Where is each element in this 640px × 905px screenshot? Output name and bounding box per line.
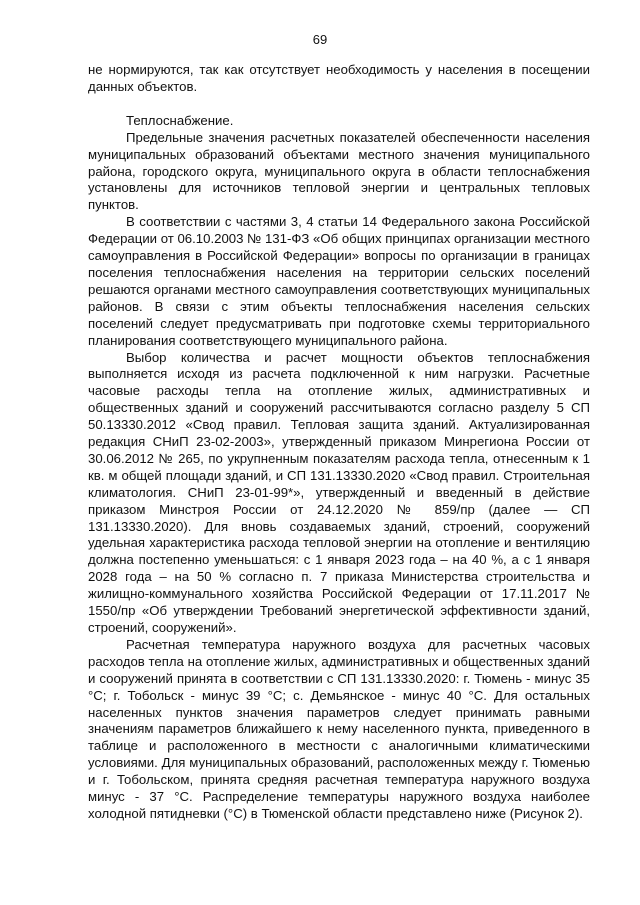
page-number: 69: [312, 32, 328, 47]
paragraph: Выбор количества и расчет мощности объектов теплоснабжения выполняется исходя из расчета подключенной к ним нагрузки. Расчетные часовые расходы тепла на отопление жилых, административных и общественных зданий и сооружений рассчитываются согласно разделу 5 СП 50.13330.2012 «Свод правил. Тепловая защита зданий. Актуализированная редакция СНиП 23-02-2003», утвержденный приказом Минрегиона России от 30.06.2012 № 265, по укрупненным показателям расхода тепла, отнесенным к 1 кв. м общей площади зданий, и СП 131.13330.2020 «Свод правил. Строительная климатология. СНиП 23-01-99*», утвержденный и введенный в действие приказом Минстроя России от 24.12.2020 № 859/пр (далее — СП 131.13330.2020). Для вновь создаваемых зданий, строений, сооружений удельная характеристика расхода тепловой энергии на отопление и вентиляцию должна постепенно уменьшаться: с 1 января 2023 года – на 40 %, а с 1 января 2028 года – на 50 % согласно п. 7 приказа Министерства строительства и жилищно-коммунального хозяйства Российской Федерации от 17.11.2017 № 1550/пр «Об утверждении Требований энергетической эффективности зданий, строений, сооружений».: [88, 349, 590, 635]
document-body: [88, 62, 590, 823]
section-title: Теплоснабжение.: [126, 112, 234, 128]
paragraph: В соответствии с частями 3, 4 статьи 14 Федерального закона Российской Федерации от 06.10.2003 № 131-ФЗ «Об общих принципах организации местного самоуправления в Российской Федерации» вопросы по организации в границах поселения теплоснабжения населения на территории сельских поселений решаются органами местного самоуправления соответствующих муниципальных районов. В связи с этим объекты теплоснабжения населения сельских поселений следует предусматривать при подготовке схемы территориального планирования соответствующего муниципального района.: [88, 214, 590, 348]
paragraph: Предельные значения расчетных показателей обеспеченности населения муниципальных образований объектами местного значения муниципального района, городского округа, муниципального округа в области теплоснабжения установлены для источников тепловой энергии и центральных тепловых пунктов.: [88, 129, 590, 213]
paragraph: Расчетная температура наружного воздуха для расчетных часовых расходов тепла на отопление жилых, административных и общественных зданий и сооружений принята в соответствии с СП 131.13330.2020: г. Тюмень - минус 35 °С; г. Тобольск - минус 39 °С; с. Демьянское - минус 40 °С. Для остальных населенных пунктов значения параметров следует принимать равными значениям параметров ближайшего к нему населенного пункта, приведенного в таблице и расположенного в местности с аналогичными климатическими условиями. Для муниципальных образований, расположенных между г. Тюменью и г. Тобольском, принята средняя расчетная температура наружного воздуха минус - 37 °С. Распределение температуры наружного воздуха наиболее холодной пятидневки (°С) в Тюменской области представлено ниже (Рисунок 2).: [88, 636, 590, 821]
continuation-paragraph: не нормируются, так как отсутствует необходимость у населения в посещении данных объектов.: [88, 62, 590, 94]
